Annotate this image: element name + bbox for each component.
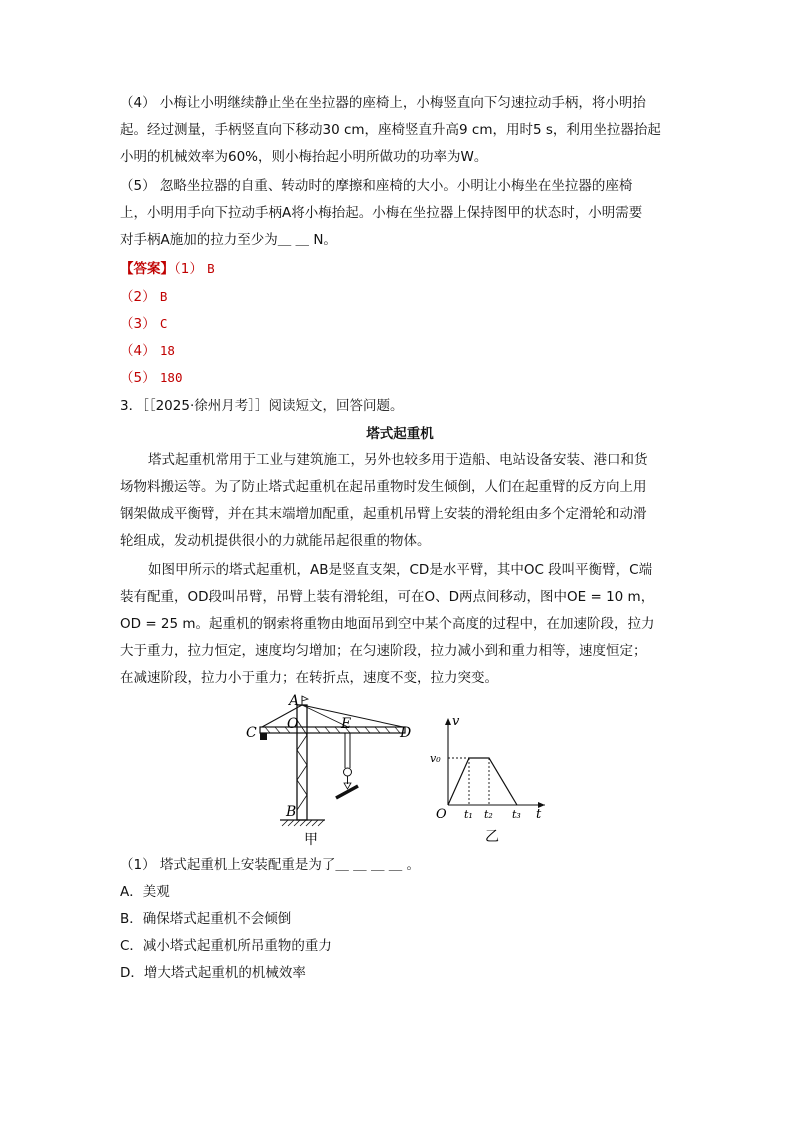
t1-label: t₁ (464, 808, 473, 821)
crane-diagram (240, 690, 430, 850)
answer-row-5 (120, 369, 680, 387)
axis-t-label: t (536, 807, 542, 822)
option-b[interactable]: B．确保塔式起重机不会倾倒 (120, 911, 292, 927)
label-O: O (287, 716, 299, 732)
q3-para2-line1: 如图甲所示的塔式起重机，AB是竖直支架，CD是水平臂，其中OC 段叫平衡臂，C端 (148, 562, 653, 578)
q2-part4-line1: （4） 小梅让小明继续静止坐在坐拉器的座椅上，小梅竖直向下匀速拉动手柄，将小明抬 (120, 95, 646, 111)
answer-label: 【答案】 (120, 261, 174, 277)
answer-num: （2） (120, 289, 156, 305)
answer-value: C (159, 316, 168, 331)
caption-jia: 甲 (304, 832, 318, 848)
q2-part4-line3: 小明的机械效率为60%，则小梅抬起小明所做功的功率为W。 (120, 149, 488, 165)
answer-row-4 (120, 342, 680, 360)
q2-part5-line2: 上，小明用手向下拉动手柄A将小梅抬起。小梅在坐拉器上保持图甲的状态时，小明需要 (120, 205, 643, 221)
q3-para2-line4: 大于重力，拉力恒定，速度均匀增加；在匀速阶段，拉力减小到和重力相等，速度恒定； (120, 643, 647, 659)
q3-sub1-stem: （1） 塔式起重机上安装配重是为了＿ ＿ ＿ ＿ 。 (120, 857, 421, 873)
q2-part5-line3: 对手柄A施加的拉力至少为＿ ＿ N。 (120, 232, 337, 248)
q3-para1-line2: 场物料搬运等。为了防止塔式起重机在起吊重物时发生倾倒，人们在起重臂的反方向上用 (120, 479, 647, 495)
label-D: D (400, 725, 412, 741)
answer-num: （1） (174, 261, 203, 277)
t2-label: t₂ (484, 808, 493, 821)
q3-para1-line1: 塔式起重机常用于工业与建筑施工，另外也较多用于造船、电站设备安装、港口和货 (148, 452, 648, 468)
q3-para2-line5: 在减速阶段，拉力小于重力；在转折点，速度不变，拉力突变。 (120, 670, 498, 686)
caption-yi: 乙 (485, 829, 499, 845)
v0-label: v₀ (430, 752, 441, 765)
answer-value: B (159, 289, 168, 304)
answer-num: （5） (120, 370, 156, 386)
q2-part5-line1: （5） 忽略坐拉器的自重、转动时的摩擦和座椅的大小。小明让小梅坐在坐拉器的座椅 (120, 178, 633, 194)
answer-value: B (207, 261, 215, 276)
answer-value: 18 (159, 343, 175, 358)
label-C: C (246, 725, 257, 741)
q3-title: 塔式起重机 (366, 426, 434, 442)
label-B: B (286, 804, 297, 820)
answer-row-2 (120, 288, 680, 306)
option-a[interactable]: A．美观 (120, 884, 170, 900)
answer-num: （4） (120, 343, 156, 359)
velocity-time-graph (430, 710, 560, 845)
q3-para1-line3: 钢架做成平衡臂，并在其末端增加配重，起重机吊臂上安装的滑轮组由多个定滑轮和动滑 (120, 506, 647, 522)
option-c[interactable]: C．减小塔式起重机所吊重物的重力 (120, 938, 332, 954)
q3-para2-line2: 装有配重，OD段叫吊臂，吊臂上装有滑轮组，可在O、D两点间移动，图中OE = 10 m， (120, 589, 655, 605)
label-E: E (341, 716, 352, 732)
q3-para2-line3: OD = 25 m。起重机的钢索将重物由地面吊到空中某个高度的过程中，在加速阶段，拉力 (120, 616, 655, 632)
q3-header: 3．［［2025·徐州月考］］阅读短文，回答问题。 (120, 398, 404, 414)
answer-row-3 (120, 315, 680, 333)
q2-part4-line2: 起。经过测量，手柄竖直向下移动30 cm，座椅竖直升高9 cm，用时5 s，利用坐拉器抬起 (120, 122, 661, 138)
label-A: A (289, 693, 300, 709)
answer-num: （3） (120, 316, 156, 332)
axis-v-label: v (452, 714, 460, 729)
origin-label: O (436, 807, 447, 822)
t3-label: t₃ (512, 808, 521, 821)
option-d[interactable]: D．增大塔式起重机的机械效率 (120, 965, 306, 981)
q3-para1-line4: 轮组成，发动机提供很小的力就能吊起很重的物体。 (120, 533, 431, 549)
answer-value: 180 (159, 370, 183, 385)
answer-row-1 (120, 260, 680, 278)
